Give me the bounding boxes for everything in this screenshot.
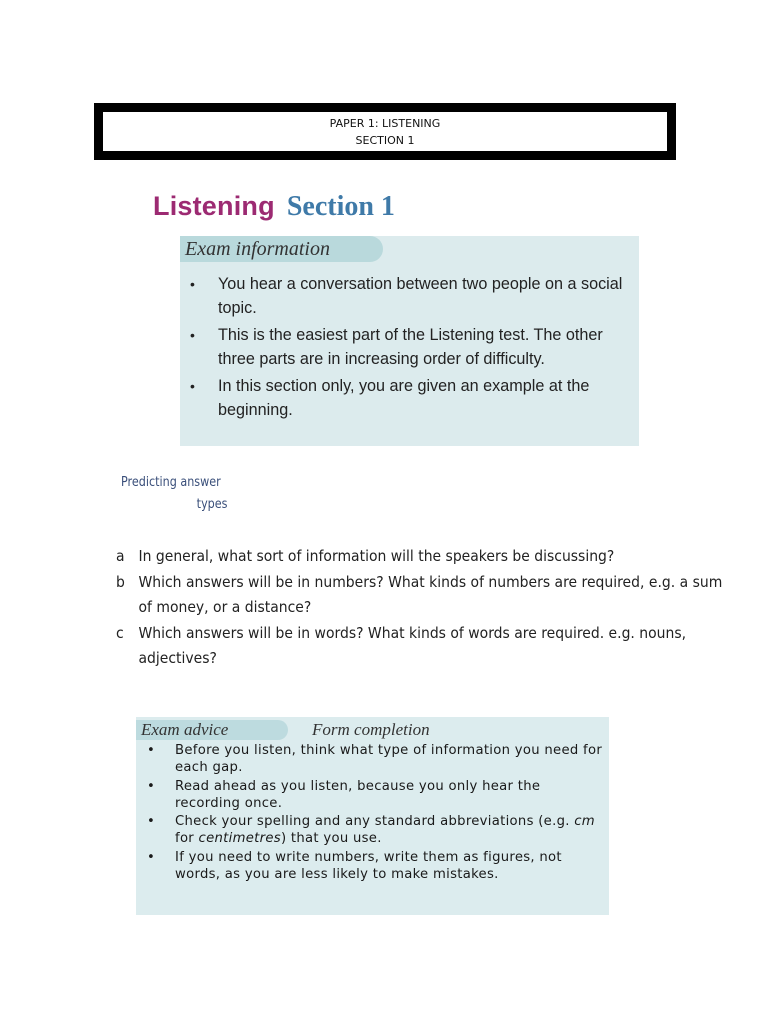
question-letter: a (116, 547, 125, 565)
paper-header-line1: PAPER 1: LISTENING (329, 116, 441, 130)
exam-advice-item (145, 778, 603, 812)
exam-information-item (190, 374, 631, 422)
title-section: Section 1 (286, 191, 395, 222)
questions-list (116, 544, 726, 672)
bullet-icon: • (147, 849, 156, 865)
question-letter: b (116, 572, 125, 591)
predicting-heading-line2: types (196, 497, 228, 512)
exam-advice-tab: Exam advice (136, 720, 288, 740)
predicting-answer-types-heading (121, 472, 228, 516)
exam-information-box (180, 236, 639, 446)
exam-information-item (190, 272, 631, 320)
exam-advice-item (145, 742, 603, 776)
page-title (153, 191, 395, 223)
title-listening: Listening (153, 191, 275, 221)
predicting-heading-line1: Predicting answer (121, 475, 221, 490)
exam-advice-italic-centimetres: centimetres (198, 831, 281, 846)
exam-advice-list (145, 742, 603, 884)
exam-advice-subtitle: Form completion (312, 720, 430, 739)
exam-advice-text (175, 814, 595, 846)
bullet-icon: • (147, 814, 156, 829)
exam-information-list (190, 272, 631, 425)
question-text: Which answers will be in words? What kinds of words are required. e.g. nouns, adjectives? (138, 623, 687, 667)
bullet-icon: • (190, 327, 195, 343)
question-item (116, 544, 733, 570)
exam-advice-text-part: for (175, 831, 199, 846)
paper-header-line2: SECTION 1 (355, 133, 415, 147)
exam-information-text: This is the easiest part of the Listening test. The other three parts are in increasing order of difficulty. (218, 326, 603, 368)
exam-information-text: In this section only, you are given an example at the beginning. (218, 377, 590, 419)
exam-advice-text: If you need to write numbers, write them as figures, not words, as you are less likely to make mistakes. (175, 849, 562, 882)
exam-information-tab: Exam information (180, 236, 383, 262)
exam-advice-italic-cm: cm (574, 814, 595, 829)
bullet-icon: • (190, 276, 195, 292)
exam-advice-text-part: ) that you use. (280, 831, 382, 846)
exam-information-item (190, 323, 631, 371)
bullet-icon: • (147, 743, 156, 758)
exam-advice-text: Read ahead as you listen, because you only hear the recording once. (175, 778, 541, 811)
exam-information-text: You hear a conversation between two people on a social topic. (218, 275, 623, 317)
question-item (116, 621, 733, 672)
paper-header-box (94, 103, 676, 160)
exam-advice-item (145, 813, 603, 847)
question-item (116, 570, 733, 621)
question-letter: c (116, 623, 124, 642)
paper-header-inner (102, 111, 668, 152)
question-text: Which answers will be in numbers? What kinds of numbers are required, e.g. a sum of money, or a distance? (138, 572, 723, 616)
exam-advice-text-part: Check your spelling and any standard abbreviations (e.g. (175, 814, 575, 829)
exam-advice-box (136, 717, 609, 915)
exam-advice-text: Before you listen, think what type of information you need for each gap. (175, 743, 603, 775)
bullet-icon: • (147, 778, 156, 794)
question-text: In general, what sort of information will the speakers be discussing? (138, 547, 615, 565)
exam-advice-item (145, 849, 603, 883)
bullet-icon: • (190, 378, 195, 394)
